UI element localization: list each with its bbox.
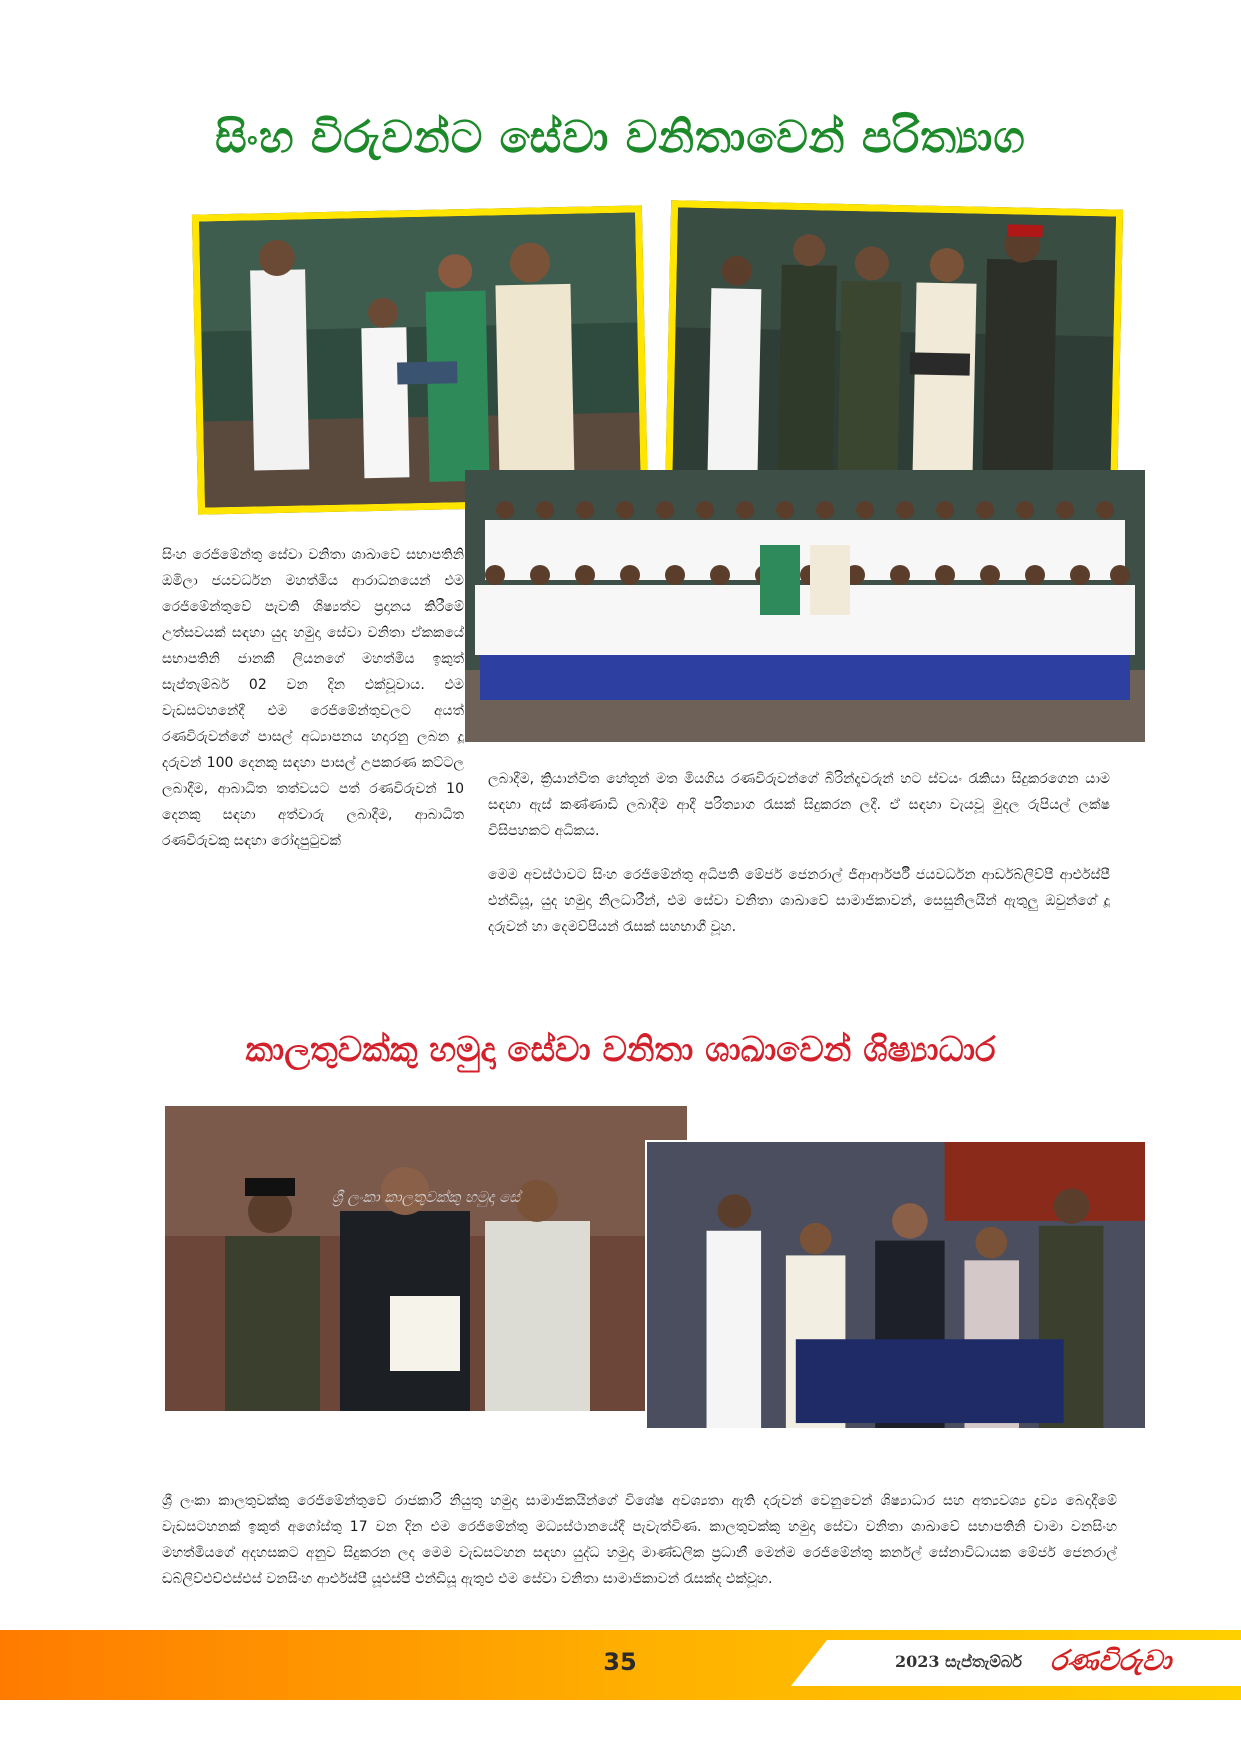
article1-right-paragraph-1: ලබාදීම, ක්‍රියාන්විත හේතූන් මත මියගිය රණවිරුවන්ගේ බිරින්දෑවරුන් හට ස්වයං රැකියා සිදුකරගෙන යාම සඳහා ඇස් කණ්ණාඩි ලබාදීම ආදී පරිත්‍යාග රැසක් සිදුකරන ලදී. ඒ සඳහා වැයවූ මුදල රුපියල් ලක්ෂ විසිපහකට අධිකය. (488, 771, 1110, 839)
page-number: 35 (603, 1648, 637, 1676)
article1-right-column (488, 766, 1110, 958)
photo-artillery-certificate (165, 1106, 687, 1411)
article2-title: කාලතුවක්කු හමුදා සේවා වනිතා ශාඛාවෙන් ශිෂ්‍යාධාර (245, 1030, 996, 1070)
article1-title: සිංහ විරුවන්ට සේවා වනිතාවෙන් පරිත්‍යාග (215, 112, 1026, 163)
issue-date: 2023 සැප්තැම්බර් (895, 1652, 1022, 1671)
photo-group-students (465, 470, 1145, 742)
article1-left-column: සිංහ රෙජිමේන්තු සේවා වනිතා ශාඛාවේ සභාපතිනි ඔමිලා ජයවර්ධන මහත්මිය ආරාධනයෙන් එම රෙජිමේන්තුවේ පැවති ශිෂ්‍යත්ව ප්‍රදානය කිරීමේ උත්සවයක් සඳහා යුද හමුදා සේවා වනිතා ඒකකයේ සභාපතිනි ජානකී ලියනගේ මහත්මිය ඉකුත් සැප්තැම්බර් 02 වන දින එක්වූවාය. එම වැඩසටහනේදී එම රෙජිමේන්තුවලට අයත් රණවිරුවන්ගේ පාසල් අධ්‍යාපනය හදාරනු ලබන දූ දරුවන් 100 දෙනකු සඳහා පාසල් උපකරණ කට්ටල ලබාදීම, ආබාධිත තත්වයට පත් රණවිරුවන් 10 දෙනකු සඳහා අත්වාරු ලබාදීම, ආබාධිත රණවිරුවකු සඳහා රෝදපුටුවක් (162, 547, 464, 849)
stage-banner-text: ශ්‍රී ලංකා කාලතුවක්කු හමුදා සේ (331, 1188, 521, 1206)
photo-scholarship-ceremony-1 (192, 205, 648, 514)
photo-artillery-essentials (645, 1140, 1147, 1430)
article1-right-paragraph-2: මෙම අවස්ථාවට සිංහ රෙජිමේන්තු අධිපති මේජර් ජෙනරාල් ජීආර්ආර්පී ජයවර්ධන ආර්ඩබ්ලිව්පී ආර්එස්පී එන්ඩියූ, යුද හමුදා නිලධාරීන්, එම සේවා වනිතා ශාඛාවේ සාමාජිකාවන්, සෙසුනිලයින් ඇතුලු ඔවුන්ගේ දූ දරුවන් හා දෙමව්පියන් රැසක් සහභාගී වූහ. (488, 867, 1110, 935)
magazine-logo: රණවිරුවා (1050, 1644, 1172, 1677)
photo-scholarship-ceremony-2 (665, 200, 1123, 511)
article2-body: ශ්‍රී ලංකා කාලතුවක්කු රෙජිමේන්තුවේ රාජකාරි නියුතු හමුදා සාමාජිකයින්ගේ විශේෂ අවශ්‍යතා ඇති දරුවන් වෙනුවෙන් ශිෂ්‍යාධාර සහ අත්‍යවශ්‍ය ද්‍රව්‍ය බෙදාදීමේ වැඩසටහනක් ඉකුත් අගෝස්තු 17 වන දින එම රෙජිමේන්තු මධ්‍යස්ථානයේදී පැවැත්විණ. කාලතුවක්කු හමුදා සේවා වනිතා ශාඛාවේ සභාපතිනි චාමා වනසිංහ මහත්මියගේ අදහසකට අනුව සිදුකරන ලද මෙම වැඩසටහන සඳහා යුද්ධ හමුදා මාණ්ඩලික ප්‍රධානී මෙන්ම රෙජිමේන්තු කර්නල් සේනාවිධායක මේජර් ජෙනරාල් ඩබ්ලිව්එච්එස්එස් වනසිංහ ආර්එස්පී යූඑස්පී එන්ඩියූ ඇතුළු එම සේවා වනිතා සාමාජිකාවන් රැසක්ද එක්වූහ. (162, 1493, 1117, 1587)
